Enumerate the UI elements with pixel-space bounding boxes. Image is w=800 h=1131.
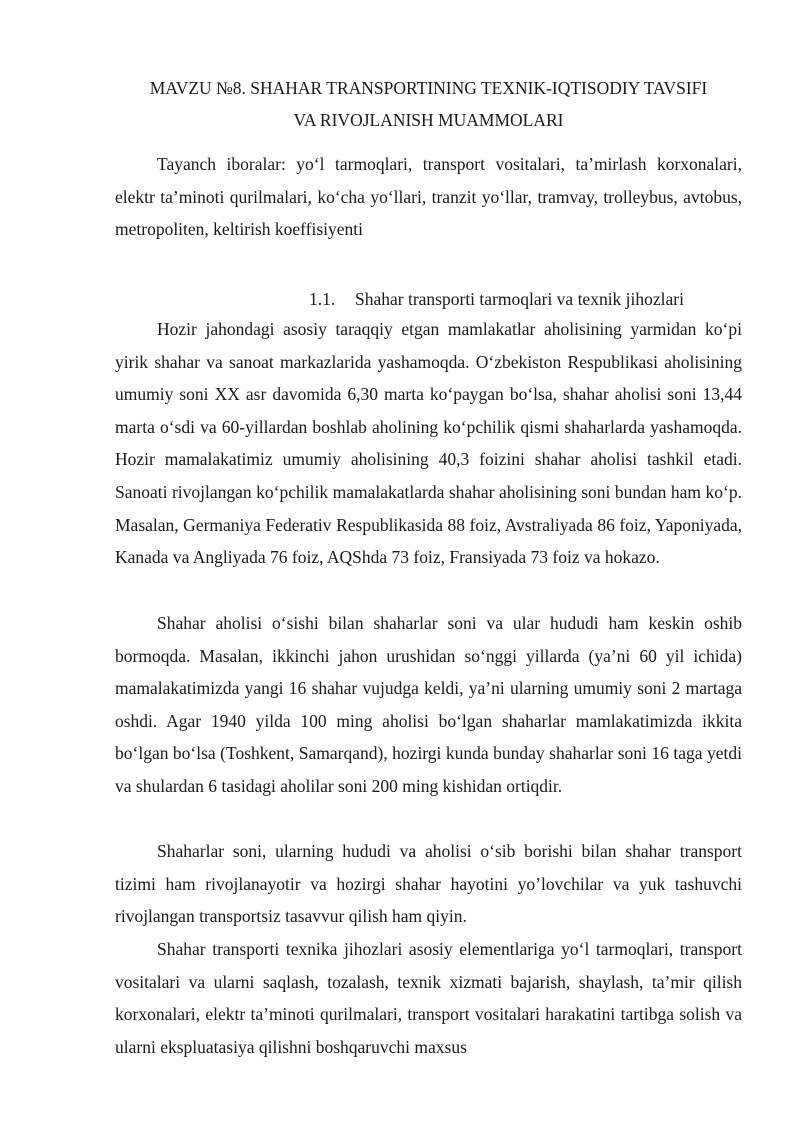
document-title-line-2: VA RIVOJLANISH MUAMMOLARI [293, 110, 564, 130]
section-number: 1.1. [309, 289, 336, 309]
body-paragraph: Hozir jahondagi asosiy taraqqiy etgan mamlakatlar aholisining yarmidan ko‘pi yirik shahar va sanoat markazlarida yashamoqda. O‘zbekiston Respublikasi aholisining umumiy soni XX asr davomida 6,30 marta ko‘paygan bo‘lsa, shahar aholisi soni 13,44 marta o‘sdi va 60-yillardan boshlab aholining ko‘pchilik qismi shaharlarda yashamoqda. Hozir mamalakatimiz umumiy aholisining 40,3 foizini shahar aholisi tashkil etadi. Sanoati rivojlangan ko‘pchilik mamalakatlarda shahar aholisining soni bundan ham ko‘p. Masalan, Germaniya Federativ Respublikasida 88 foiz, Avstraliyada 86 foiz, Yaponiyada, Kanada va Angliyada 76 foiz, AQShda 73 foiz, Fransiyada 73 foiz va hokazo. [115, 319, 742, 568]
section-title: Shahar transporti tarmoqlari va texnik jihozlari [355, 289, 684, 309]
body-paragraph: Shaharlar soni, ularning hududi va aholisi o‘sib borishi bilan shahar transport tizimi ham rivojlanayotir va hozirgi shahar hayotini yo’lovchilar va yuk tashuvchi rivojlangan transportsiz tasavvur qilish ham qiyin. [115, 841, 742, 927]
body-paragraph: Shahar aholisi o‘sishi bilan shaharlar soni va ular hududi ham keskin oshib bormoqda. Masalan, ikkinchi jahon urushidan so‘nggi yillarda (ya’ni 60 yil ichida) mamalakatimizda yangi 16 shahar vujudga keldi, ya’ni ularning umumiy soni 2 martaga oshdi. Agar 1940 yilda 100 ming aholisi bo‘lgan shaharlar mamlakatimizda ikkita bo‘lgan bo‘lsa (Toshkent, Samarqand), hozirgi kunda bunday shaharlar soni 16 taga yetdi va shulardan 6 tasidagi aholilar soni 200 ming kishidan ortiqdir. [115, 613, 742, 796]
section-heading [309, 283, 684, 315]
keywords-paragraph: Tayanch iboralar: yo‘l tarmoqlari, transport vositalari, ta’mirlash korxonalari, elektr ta’minoti qurilmalari, ko‘cha yo‘llari, tranzit yo‘llar, tramvay, trolleybus, avtobus, metropoliten, keltirish koeffisiyenti [115, 154, 742, 240]
document-title-line-1: MAVZU №8. SHAHAR TRANSPORTINING TEXNIK-IQTISODIY TAVSIFI [149, 78, 708, 98]
body-paragraph: Shahar transporti texnika jihozlari asosiy elementlariga yo‘l tarmoqlari, transport vositalari va ularni saqlash, tozalash, texnik xizmati bajarish, shaylash, ta’mir qilish korxonalari, elektr ta’minoti qurilmalari, transport vositalari harakatini tartibga solish va ularni ekspluatasiya qilishni boshqaruvchi maxsus [115, 939, 742, 1057]
